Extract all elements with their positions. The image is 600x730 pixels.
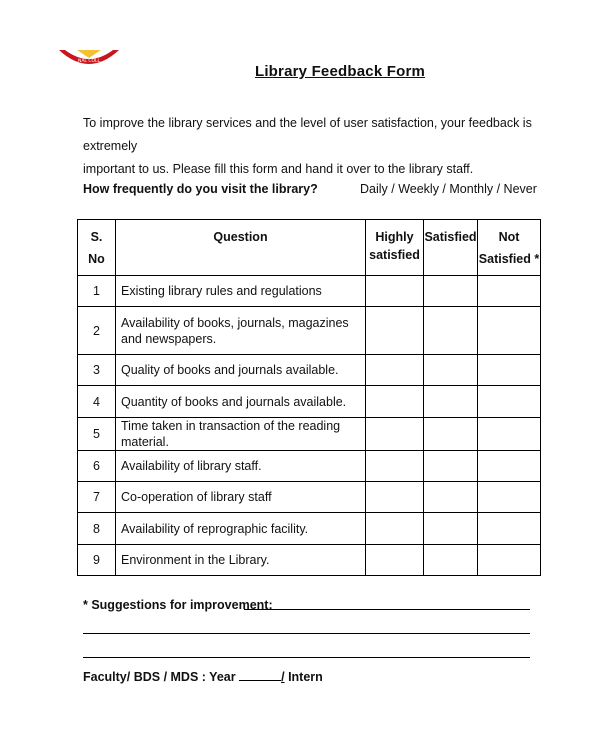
row-number: 5 — [78, 418, 116, 451]
row-number: 3 — [78, 355, 116, 386]
row-question: Existing library rules and regulations — [116, 276, 366, 307]
intro-line: important to us. Please fill this form and hand it over to the library staff. — [83, 162, 474, 176]
rating-satisfied[interactable] — [424, 482, 478, 513]
table-row — [78, 307, 541, 355]
rating-highly-satisfied[interactable] — [366, 307, 424, 355]
intro-paragraph — [83, 112, 553, 181]
suggestions-label: * Suggestions for improvement: — [83, 598, 273, 612]
rating-not-satisfied[interactable] — [478, 355, 541, 386]
header-highly-satisfied: Highly satisfied — [366, 220, 424, 276]
row-question: Quantity of books and journals available. — [116, 386, 366, 418]
table-row — [78, 482, 541, 513]
rating-highly-satisfied[interactable] — [366, 355, 424, 386]
visit-frequency-question: How frequently do you visit the library? — [83, 182, 318, 196]
feedback-table — [77, 219, 541, 576]
rating-not-satisfied[interactable] — [478, 482, 541, 513]
row-question: Time taken in transaction of the reading material. — [116, 418, 366, 451]
row-question: Availability of library staff. — [116, 451, 366, 482]
table-row — [78, 276, 541, 307]
rating-not-satisfied[interactable] — [478, 451, 541, 482]
suggestions-field[interactable] — [244, 597, 530, 610]
visit-frequency-options[interactable]: Daily / Weekly / Monthly / Never — [360, 182, 537, 196]
row-number: 9 — [78, 545, 116, 576]
intro-line: To improve the library services and the level of user satisfaction, your feedback is extremely — [83, 116, 532, 153]
rating-satisfied[interactable] — [424, 513, 478, 545]
row-number: 4 — [78, 386, 116, 418]
rating-satisfied[interactable] — [424, 451, 478, 482]
rating-highly-satisfied[interactable] — [366, 513, 424, 545]
logo-text: ...NAL COLL... — [73, 59, 105, 64]
rating-not-satisfied[interactable] — [478, 307, 541, 355]
table-row — [78, 513, 541, 545]
rating-not-satisfied[interactable] — [478, 418, 541, 451]
rating-satisfied[interactable] — [424, 276, 478, 307]
header-question: Question — [116, 220, 366, 276]
table-header-row — [78, 220, 541, 276]
rating-satisfied[interactable] — [424, 307, 478, 355]
faculty-label: Faculty/ BDS / MDS : Year — [83, 670, 236, 684]
header-sno: S. No — [78, 220, 116, 276]
faculty-separator: / — [281, 670, 285, 684]
page-title: Library Feedback Form — [254, 63, 426, 80]
rating-not-satisfied[interactable] — [478, 545, 541, 576]
year-field[interactable] — [239, 669, 281, 681]
table-row — [78, 451, 541, 482]
rating-satisfied[interactable] — [424, 545, 478, 576]
rating-not-satisfied[interactable] — [478, 386, 541, 418]
rating-satisfied[interactable] — [424, 386, 478, 418]
rating-highly-satisfied[interactable] — [366, 545, 424, 576]
row-question: Environment in the Library. — [116, 545, 366, 576]
rating-highly-satisfied[interactable] — [366, 451, 424, 482]
rating-not-satisfied[interactable] — [478, 276, 541, 307]
row-question: Availability of reprographic facility. — [116, 513, 366, 545]
table-row — [78, 545, 541, 576]
rating-not-satisfied[interactable] — [478, 513, 541, 545]
row-question: Availability of books, journals, magazines and newspapers. — [116, 307, 366, 355]
rating-highly-satisfied[interactable] — [366, 276, 424, 307]
row-number: 6 — [78, 451, 116, 482]
rating-highly-satisfied[interactable] — [366, 482, 424, 513]
row-question: Co-operation of library staff — [116, 482, 366, 513]
rating-highly-satisfied[interactable] — [366, 386, 424, 418]
suggestions-line[interactable] — [83, 645, 530, 658]
table-row — [78, 418, 541, 451]
rating-highly-satisfied[interactable] — [366, 418, 424, 451]
table-row — [78, 355, 541, 386]
row-number: 2 — [78, 307, 116, 355]
row-number: 7 — [78, 482, 116, 513]
intern-label: Intern — [288, 670, 323, 684]
row-number: 8 — [78, 513, 116, 545]
header-not-satisfied: Not Satisfied * — [478, 220, 541, 276]
table-row — [78, 386, 541, 418]
header-satisfied: Satisfied — [424, 220, 478, 276]
faculty-year-row — [83, 669, 323, 684]
suggestions-line[interactable] — [83, 621, 530, 634]
rating-satisfied[interactable] — [424, 355, 478, 386]
row-number: 1 — [78, 276, 116, 307]
rating-satisfied[interactable] — [424, 418, 478, 451]
row-question: Quality of books and journals available. — [116, 355, 366, 386]
